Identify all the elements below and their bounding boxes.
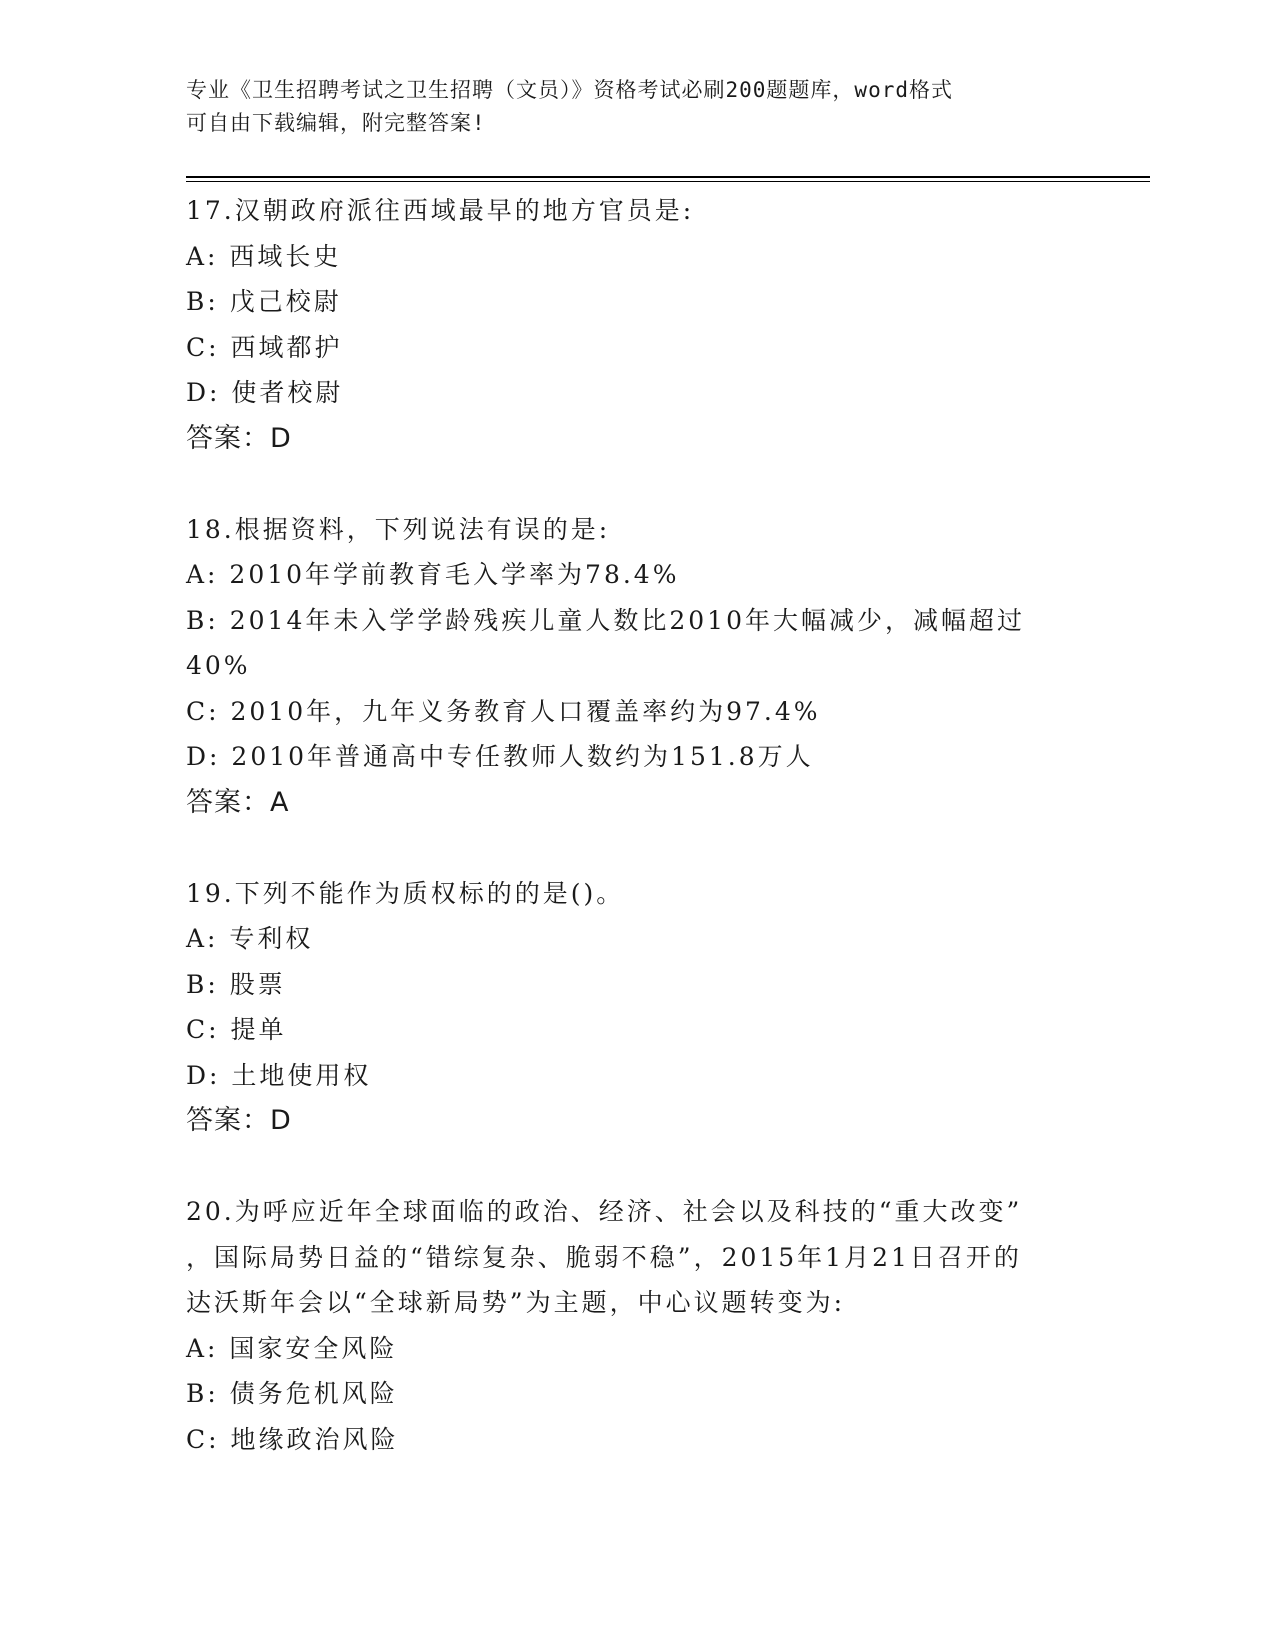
answer-option: A: 专利权 [186,924,314,953]
question-list [186,188,1086,1462]
answer-key: 答案：D [186,1105,292,1136]
page-header [186,74,1066,140]
header-line-2: 可自由下载编辑，附完整答案! [186,111,486,135]
question-block [186,188,1086,461]
question-stem: 19.下列不能作为质权标的的是()。 [186,878,625,908]
question-stem: 18.根据资料，下列说法有误的是: [186,514,611,544]
question-block [186,871,1086,1144]
answer-option: C: 2010年，九年义务教育人口覆盖率约为97.4% [186,696,821,726]
header-line-1: 专业《卫生招聘考试之卫生招聘（文员）》资格考试必刷200题题库，word格式 [186,78,953,102]
question-stem: 17.汉朝政府派往西域最早的地方官员是: [186,196,695,225]
answer-option: C: 提单 [186,1015,287,1044]
answer-option: C: 地缘政治风险 [186,1424,399,1454]
question-stem: 达沃斯年会以“全球新局势”为主题，中心议题转变为: [186,1288,845,1317]
answer-option: 40% [186,651,251,680]
answer-option: A: 2010年学前教育毛入学率为78.4% [186,560,680,589]
header-rule-thick [186,176,1150,178]
question-block [186,1189,1086,1462]
answer-option: D: 使者校尉 [186,378,344,407]
answer-option: B: 债务危机风险 [186,1379,398,1408]
answer-option: C: 西域都护 [186,332,343,362]
answer-option: B: 戊己校尉 [186,287,342,316]
answer-option: B: 股票 [186,969,286,999]
answer-option: A: 国家安全风险 [186,1333,398,1363]
question-gap [186,825,1086,871]
answer-key: 答案：A [186,786,290,818]
header-rule-thin [186,181,1150,182]
answer-option: B: 2014年未入学学龄残疾儿童人数比2010年大幅减少，减幅超过 [186,605,1025,635]
answer-option: D: 2010年普通高中专任教师人数约为151.8万人 [186,742,814,771]
question-gap [186,461,1086,507]
question-stem: 20.为呼应近年全球面临的政治、经济、社会以及科技的“重大改变” [186,1197,1023,1226]
answer-option: D: 土地使用权 [186,1060,372,1090]
answer-key: 答案：D [186,422,292,454]
question-gap [186,1144,1086,1190]
question-block [186,507,1086,826]
answer-option: A: 西域长史 [186,241,342,271]
question-stem: ，国际局势日益的“错综复杂、脆弱不稳”，2015年1月21日召开的 [186,1242,1022,1272]
